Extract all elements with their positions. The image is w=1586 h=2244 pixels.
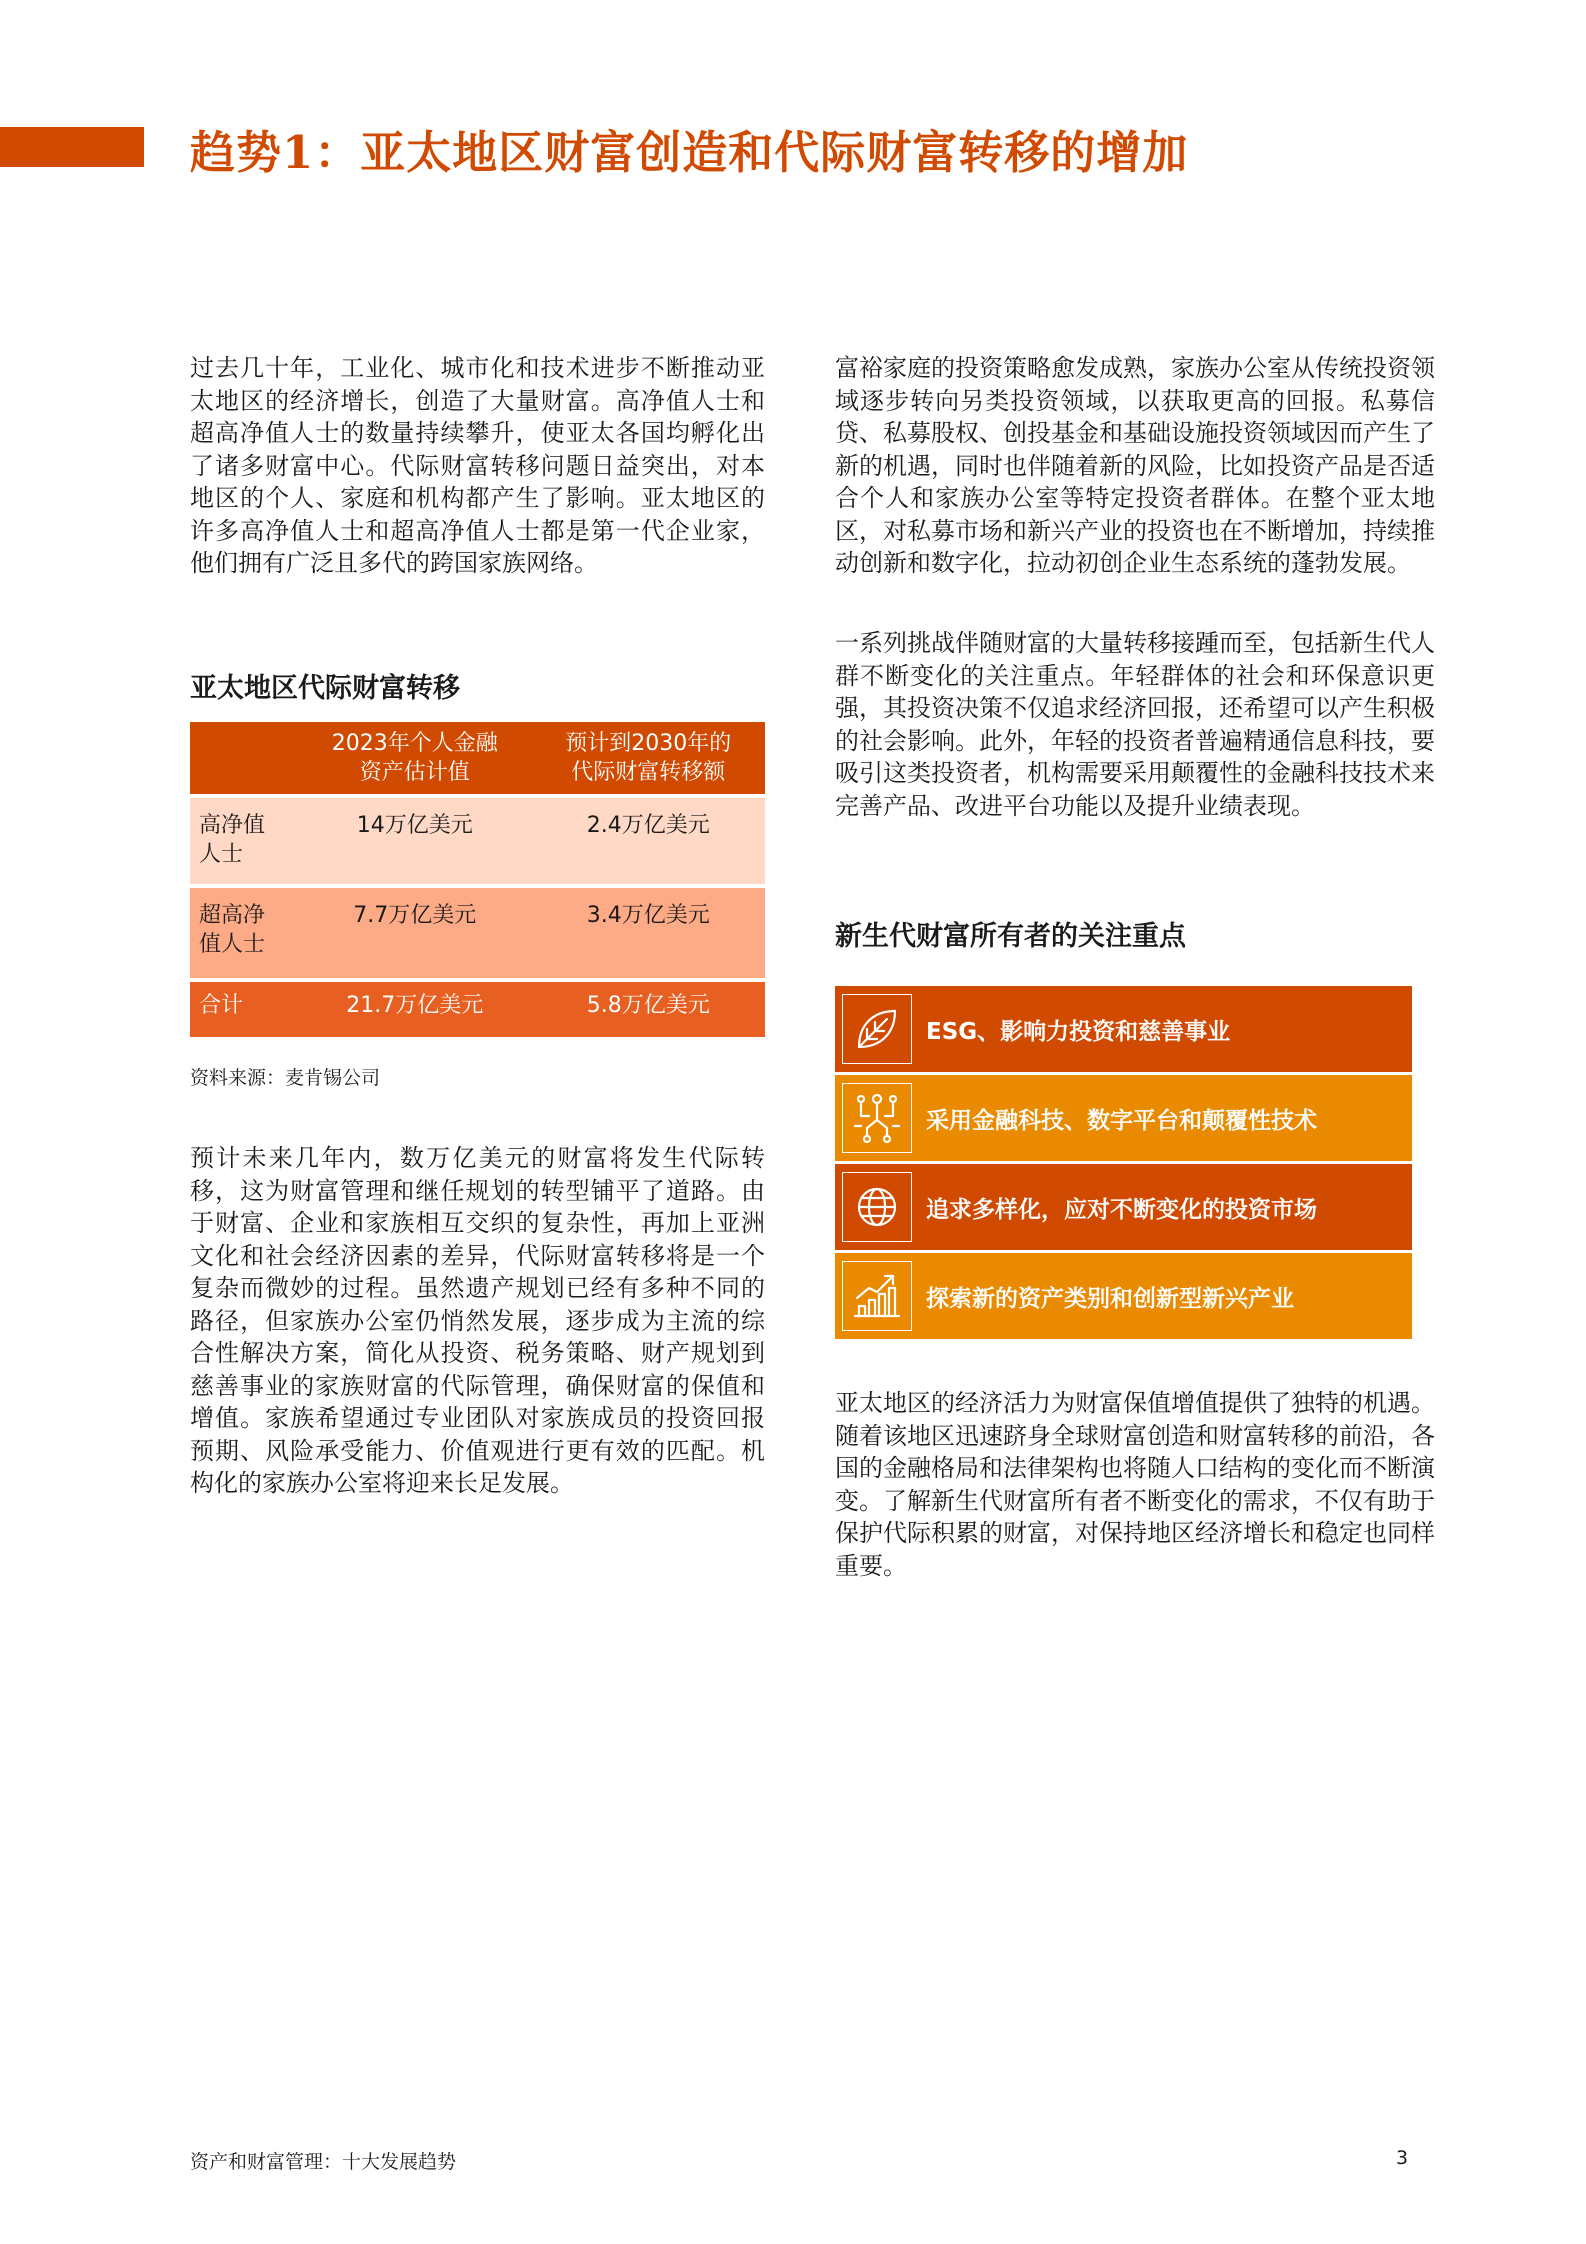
growth-chart-icon [842,1261,912,1331]
header-col1-line1: 2023年个人金融 [331,731,498,756]
leaf-icon [842,994,912,1064]
intro-paragraph: 过去几十年，工业化、城市化和技术进步不断推动亚太地区的经济增长，创造了大量财富。高净值人士和超高净值人士的数量持续攀升，使亚太各国均孵化出了诸多财富中心。代际财富转移问题日益突出，对本地区的个人、家庭和机构都产生了影响。亚太地区的许多高净值人士和超高净值人士都是第一代企业家，他们拥有广泛且多代的跨国家族网络。 [190,354,765,577]
row-label: 合计 [190,982,298,1037]
footer-report-title: 资产和财富管理：十大发展趋势 [190,2151,457,2173]
table-row [190,798,765,884]
table-row-total [190,982,765,1037]
header-col2-line2: 代际财富转移额 [571,760,726,785]
row-value-2030: 3.4万亿美元 [532,888,766,978]
transfer-paragraph: 预计未来几年内，数万亿美元的财富将发生代际转移，这为财富管理和继任规划的转型铺平了道路。由于财富、企业和家族相互交织的复杂性，再加上亚洲文化和社会经济因素的差异，代际财富转移将是一个复杂而微妙的过程。虽然遗产规划已经有多种不同的路径，但家族办公室仍悄然发展，逐步成为主流的综合性解决方案，简化从投资、税务策略、财产规划到慈善事业的家族财富的代际管理，确保财富的保值和增值。家族希望通过专业团队对家族成员的投资回报预期、风险承受能力、价值观进行更有效的匹配。机构化的家族办公室将迎来长足发展。 [190,1144,765,1497]
wealth-transfer-table [190,722,765,1037]
table-header-col1 [298,722,532,794]
focus-heading: 新生代财富所有者的关注重点 [835,921,1186,952]
header-col1-line2: 资产估计值 [359,760,470,785]
row-label-line2: 值人士 [199,932,266,957]
row-label [190,798,298,884]
row-value-2023: 7.7万亿美元 [298,888,532,978]
table-header-col2 [532,722,766,794]
focus-item-label: 采用金融科技、数字平台和颠覆性技术 [926,1107,1317,1134]
focus-item-new-assets [835,1253,1412,1339]
focus-item-diversification [835,1164,1412,1250]
table-row [190,888,765,978]
focus-item-label: 追求多样化，应对不断变化的投资市场 [926,1196,1317,1223]
circuit-icon [842,1083,912,1153]
row-label-line1: 超高净 [199,903,266,928]
globe-icon [842,1172,912,1242]
row-value-2023: 21.7万亿美元 [298,982,532,1037]
header-col2-line1: 预计到2030年的 [565,731,732,756]
row-label-line2: 人士 [199,842,244,867]
challenges-paragraph: 一系列挑战伴随财富的大量转移接踵而至，包括新生代人群不断变化的关注重点。年轻群体的社会和环保意识更强，其投资决策不仅追求经济回报，还希望可以产生积极的社会影响。此外，年轻的投资者普遍精通信息科技，要吸引这类投资者，机构需要采用颠覆性的金融科技技术来完善产品、改进平台功能以及提升业绩表现。 [835,629,1435,820]
row-value-2023: 14万亿美元 [298,798,532,884]
row-value-2030: 5.8万亿美元 [532,982,766,1037]
row-value-2030: 2.4万亿美元 [532,798,766,884]
page-title: 趋势1：亚太地区财富创造和代际财富转移的增加 [190,126,1189,179]
page-number: 3 [1396,2147,1409,2169]
focus-item-esg [835,986,1412,1072]
focus-item-label: 探索新的资产类别和创新型新兴产业 [926,1285,1294,1312]
source-note: 资料来源：麦肯锡公司 [190,1067,381,1089]
focus-item-label: ESG、影响力投资和慈善事业 [926,1018,1231,1045]
table-header-blank [190,722,298,794]
investment-strategy-paragraph: 富裕家庭的投资策略愈发成熟，家族办公室从传统投资领域逐步转向另类投资领域，以获取更高的回报。私募信贷、私募股权、创投基金和基础设施投资领域因而产生了新的机遇，同时也伴随着新的风险，比如投资产品是否适合个人和家族办公室等特定投资者群体。在整个亚太地区，对私募市场和新兴产业的投资也在不断增加，持续推动创新和数字化，拉动初创企业生态系统的蓬勃发展。 [835,354,1435,577]
conclusion-paragraph: 亚太地区的经济活力为财富保值增值提供了独特的机遇。随着该地区迅速跻身全球财富创造和财富转移的前沿，各国的金融格局和法律架构也将随人口结构的变化而不断演变。了解新生代财富所有者不断变化的需求，不仅有助于保护代际积累的财富，对保持地区经济增长和稳定也同样重要。 [835,1389,1435,1580]
focus-list [835,986,1412,1339]
row-label [190,888,298,978]
table-heading: 亚太地区代际财富转移 [190,673,460,704]
row-label-line1: 高净值 [199,813,266,838]
title-accent-bar [0,127,144,167]
table-header-row [190,722,765,794]
focus-item-fintech [835,1075,1412,1161]
